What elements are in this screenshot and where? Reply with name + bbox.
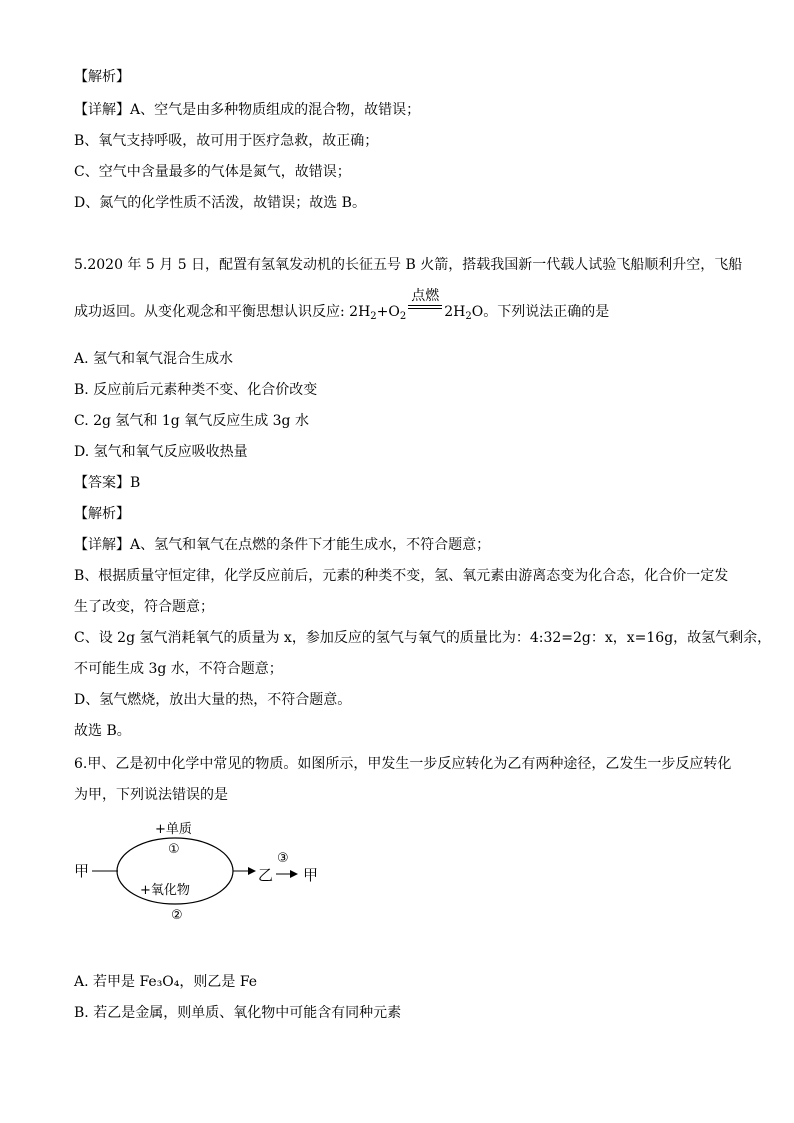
eq-sub3: 2 (465, 311, 472, 322)
q6-stem-line2: 为甲，下列说法错误的是 (74, 787, 228, 803)
diagram-arrow-2-head (290, 870, 298, 878)
q5-detail-line-d: D、氢气燃烧，放出大量的热，不符合题意。 (74, 692, 352, 708)
q4-detail-text-a: A、空气是由多种物质组成的混合物，故错误； (130, 102, 421, 118)
diagram-jia-right: 甲 (303, 866, 319, 884)
eq-plus: +O (376, 304, 400, 320)
q5-answer-line (74, 474, 140, 492)
q5-detail-line-b2: 生了改变，符合题意； (74, 599, 214, 615)
q4-detail-line-c: C、空气中含量最多的气体是氮气，故错误； (74, 164, 351, 180)
eq-left: 2H (349, 304, 371, 320)
diagram-arrow-1-head (248, 867, 256, 875)
eq-right-tail: O (471, 304, 484, 320)
q6-option-a: A. 若甲是 Fe₃O₄，则乙是 Fe (74, 974, 258, 990)
diagram-top-label: +单质 (155, 822, 192, 837)
q5-detail-line-b1: B、根据质量守恒定律，化学反应前后，元素的种类不变，氢、氧元素由游离态变为化合态，化合价一定发 (74, 568, 729, 584)
diagram-circle-2: ② (171, 908, 183, 923)
q5-detail-label: 【详解】 (74, 537, 130, 553)
eq-right: 2H (444, 304, 466, 320)
q5-detail-line-a (74, 536, 490, 554)
q6-option-b: B. 若乙是金属，则单质、氧化物中可能含有同种元素 (74, 1005, 402, 1021)
q5-detail-line-c2: 不可能生成 3g 水，不符合题意； (74, 661, 283, 677)
q5-answer: B (130, 475, 141, 491)
q5-option-b: B. 反应前后元素种类不变、化合价改变 (74, 382, 318, 398)
eq-sub2: 2 (399, 311, 407, 322)
reaction-arrow (406, 288, 444, 321)
diagram-jia-left: 甲 (74, 862, 90, 880)
diagram-circle-3: ③ (277, 851, 289, 866)
q5-analysis-heading: 【解析】 (74, 506, 130, 522)
q5-stem-line2-post: 。下列说法正确的是 (483, 304, 610, 320)
diagram-yi: 乙 (258, 866, 274, 884)
diagram-bottom-label: +氧化物 (140, 883, 190, 898)
q4-detail-line-a (74, 101, 420, 119)
q5-detail-line-c1: C、设 2g 氢气消耗氧气的质量为 x，参加反应的氢气与氧气的质量比为：4:32=2g：x，x=16g，故氢气剩余， (74, 630, 772, 646)
q5-stem-line2 (74, 288, 610, 326)
q5-conclusion: 故选 B。 (74, 723, 131, 739)
q4-analysis-heading: 【解析】 (74, 69, 130, 85)
q5-stem-line1: 5.2020 年 5 月 5 日，配置有氢氧发动机的长征五号 B 火箭，搭载我国新一代载人试验飞船顺利升空，飞船 (74, 257, 743, 273)
eq-double-bar (408, 305, 442, 309)
q5-detail-text-a: A、氢气和氧气在点燃的条件下才能生成水，不符合题意； (130, 537, 491, 553)
eq-condition: 点燃 (411, 288, 440, 304)
q4-detail-line-b: B、氧气支持呼吸，故可用于医疗急救，故正确； (74, 133, 379, 149)
q5-option-c: C. 2g 氢气和 1g 氧气反应生成 3g 水 (74, 413, 309, 429)
q5-option-d: D. 氢气和氧气反应吸收热量 (74, 444, 248, 460)
eq-sub1: 2 (370, 311, 377, 322)
q5-option-a: A. 氢气和氧气混合生成水 (74, 351, 234, 367)
q6-stem-line1: 6.甲、乙是初中化学中常见的物质。如图所示，甲发生一步反应转化为乙有两种途径，乙发生一步反应转化 (74, 756, 732, 772)
conversion-diagram (70, 818, 340, 926)
equation (349, 288, 484, 322)
q5-stem-line2-pre: 成功返回。从变化观念和平衡思想认识反应: (74, 304, 350, 320)
q4-detail-line-d: D、氮气的化学性质不活泼，故错误；故选 B。 (74, 195, 366, 211)
q5-answer-label: 【答案】 (74, 475, 130, 491)
q4-detail-label: 【详解】 (74, 102, 130, 118)
diagram-circle-1: ① (168, 842, 180, 857)
